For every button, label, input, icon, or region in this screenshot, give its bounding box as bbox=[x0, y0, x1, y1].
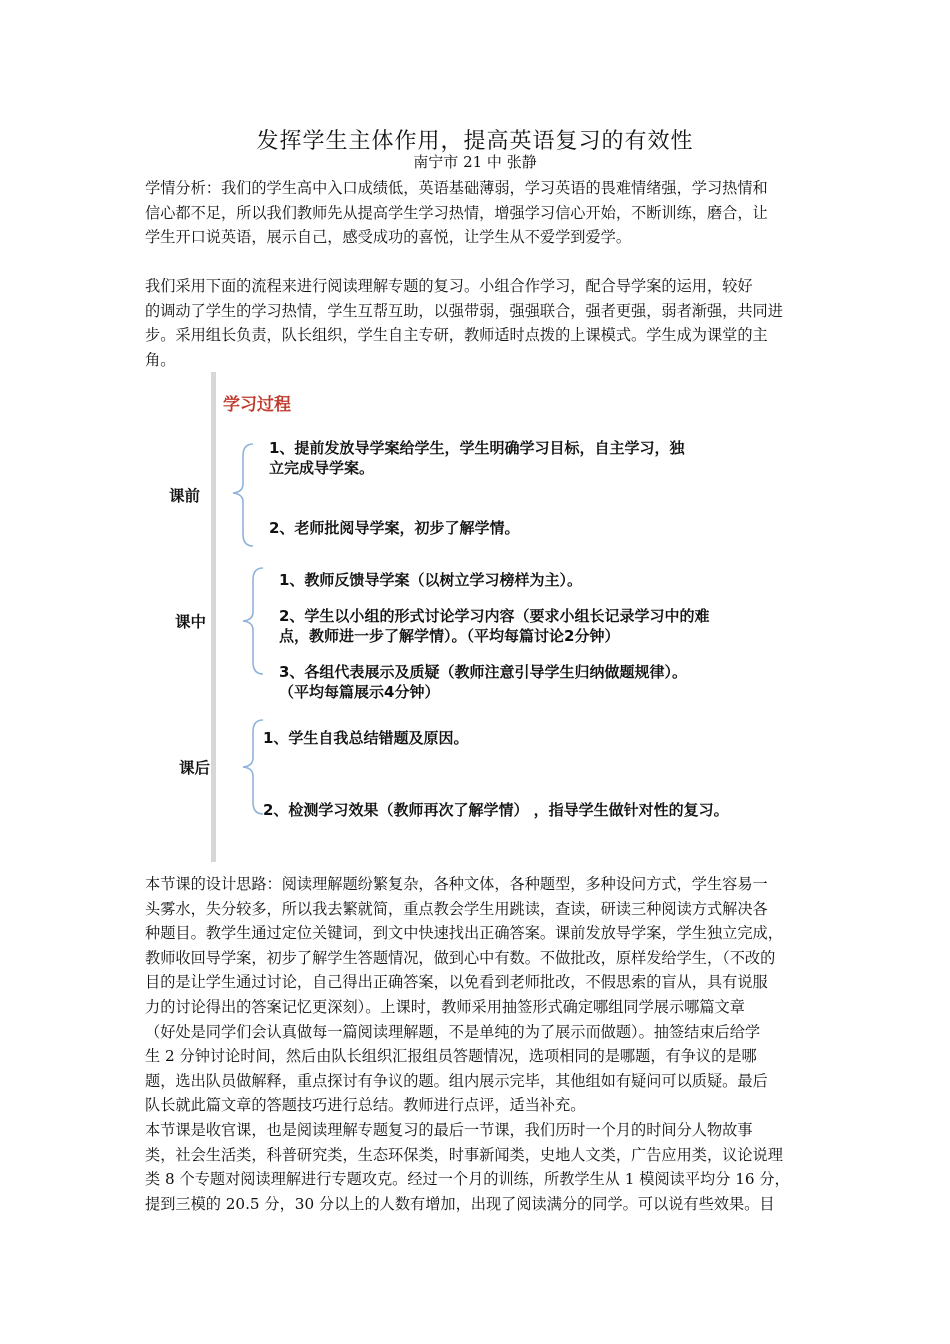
text-line: 类，社会生活类，科普研究类，生态环保类，时事新闻类，史地人文类，广告应用类，议论说理 bbox=[145, 1145, 783, 1164]
item-line: 1、教师反馈导学案（以树立学习榜样为主）。 bbox=[279, 571, 582, 589]
item-line: （平均每篇展示4分钟） bbox=[279, 683, 440, 701]
text-line: 学情分析：我们的学生高中入口成绩低，英语基础薄弱，学习英语的畏难情绪强，学习热情和 bbox=[145, 179, 768, 197]
paragraph-learning-analysis bbox=[145, 176, 811, 250]
text-line: 题，选出队员做解释，重点探讨有争议的题。组内展示完毕，其他组如有疑问可以质疑。最后 bbox=[145, 1071, 768, 1090]
text-line: 学生开口说英语，展示自己，感受成功的喜悦，让学生从不爱学到爱学。 bbox=[145, 228, 631, 247]
text-line: 力的讨论得出的答案记忆更深刻）。上课时，教师采用抽签形式确定哪组同学展示哪篇文章 bbox=[145, 997, 745, 1016]
stage-before-class: 课前 bbox=[169, 487, 201, 505]
text-line: 本节课的设计思路：阅读理解题纷繁复杂，各种文体，各种题型，多种设问方式，学生容易一 bbox=[145, 875, 768, 893]
stage-item bbox=[279, 570, 582, 590]
item-line: 1、学生自我总结错题及原因。 bbox=[263, 729, 469, 747]
text-line: 的调动了学生的学习热情，学生互帮互助，以强带弱，强强联合，强者更强，弱者渐强，共同进 bbox=[145, 301, 783, 320]
text-line: 头雾水，失分较多，所以我去繁就简，重点教会学生用跳读，查读，研读三种阅读方式解决各 bbox=[145, 899, 768, 918]
paragraph-design-idea bbox=[145, 872, 811, 1118]
item-line: 3、各组代表展示及质疑（教师注意引导学生归纳做题规律）。 bbox=[279, 663, 687, 681]
text-line: 信心都不足，所以我们教师先从提高学生学习热情，增强学习信心开始，不断训练，磨合，让 bbox=[145, 203, 768, 222]
item-line: 2、老师批阅导学案，初步了解学情。 bbox=[269, 519, 520, 537]
diagram-title: 学习过程 bbox=[223, 395, 291, 415]
stage-item bbox=[263, 728, 468, 748]
text-line: 种题目。教学生通过定位关键词，到文中快速找出正确答案。课前发放导学案，学生独立完成， bbox=[145, 924, 783, 943]
stage-item bbox=[263, 800, 729, 820]
learning-process-diagram bbox=[145, 372, 811, 864]
stage-item bbox=[279, 606, 709, 646]
item-line: 2、检测学习效果（教师再次了解学情） ，指导学生做针对性的复习。 bbox=[263, 801, 729, 819]
text-line: 步。采用组长负责，队长组织，学生自主专研，教师适时点拨的上课模式。学生成为课堂的主 bbox=[145, 326, 768, 345]
text-line: 本节课是收官课，也是阅读理解专题复习的最后一节课，我们历时一个月的时间分人物故事 bbox=[145, 1121, 753, 1139]
paragraph-process-intro bbox=[145, 274, 811, 372]
stage-in-class: 课中 bbox=[175, 613, 207, 631]
text-line: 教师收回导学案，初步了解学生答题情况，做到心中有数。不做批改，原样发给学生，（不改的 bbox=[145, 948, 776, 967]
stage-item bbox=[269, 438, 684, 478]
text-line: 角。 bbox=[145, 350, 176, 369]
text-line: 目的是让学生通过讨论，自己得出正确答案，以免看到老师批改，不假思索的盲从，具有说服 bbox=[145, 973, 768, 992]
document-title: 发挥学生主体作用，提高英语复习的有效性 bbox=[256, 129, 694, 154]
text-line: 类 8 个专题对阅读理解进行专题攻克。经过一个月的训练，所教学生从 1 模阅读平均分 16 分， bbox=[145, 1170, 790, 1189]
stage-item bbox=[269, 518, 519, 538]
text-line: 我们采用下面的流程来进行阅读理解专题的复习。小组合作学习，配合导学案的运用，较好 bbox=[145, 277, 753, 295]
document-author: 南宁市 21 中 张静 bbox=[413, 153, 537, 171]
text-line: （好处是同学们会认真做每一篇阅读理解题，不是单纯的为了展示而做题）。抽签结束后给学 bbox=[145, 1022, 761, 1041]
item-line: 点，教师进一步了解学情）。（平均每篇讨论2分钟） bbox=[279, 627, 620, 645]
item-line: 2、学生以小组的形式讨论学习内容（要求小组长记录学习中的难 bbox=[279, 607, 710, 625]
stage-item bbox=[279, 662, 687, 702]
stage-after-class: 课后 bbox=[179, 759, 211, 777]
text-line: 提到三模的 20.5 分，30 分以上的人数有增加，出现了阅读满分的同学。可以说有些效果。目 bbox=[145, 1194, 775, 1213]
text-line: 队长就此篇文章的答题技巧进行总结。教师进行点评，适当补充。 bbox=[145, 1096, 586, 1115]
paragraph-summary bbox=[145, 1118, 811, 1216]
text-line: 生 2 分钟讨论时间，然后由队长组织汇报组员答题情况，选项相同的是哪题，有争议的是哪 bbox=[145, 1047, 757, 1066]
item-line: 1、提前发放导学案给学生，学生明确学习目标，自主学习，独 bbox=[269, 439, 685, 457]
item-line: 立完成导学案。 bbox=[269, 459, 375, 477]
